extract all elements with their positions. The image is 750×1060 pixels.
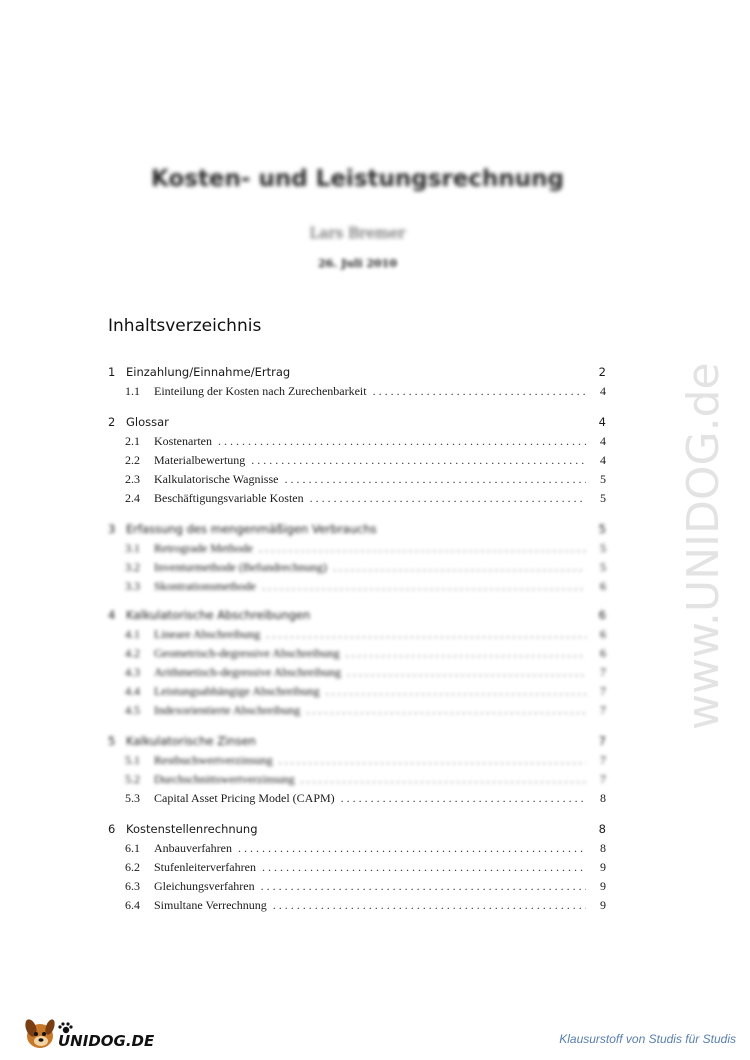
toc-subsection-row[interactable]	[108, 860, 606, 879]
toc-subsection-title: Indexorientierte Abschreibung	[154, 703, 301, 717]
toc-page-number: 5	[600, 560, 606, 574]
toc-subsection-number: 5.1	[125, 753, 140, 767]
toc-section-number: 2	[108, 415, 116, 429]
toc-subsection-row[interactable]	[108, 579, 606, 598]
footer-tagline: Klausurstoff von Studis für Studis	[559, 1032, 736, 1046]
toc-page-number: 2	[598, 365, 606, 379]
toc-section-number: 3	[108, 522, 116, 536]
toc-leader-dots	[341, 791, 586, 806]
toc-section-title: Kalkulatorische Abschreibungen	[126, 608, 311, 622]
toc-page-number: 6	[600, 627, 606, 641]
toc-subsection-number: 5.3	[125, 791, 140, 805]
toc-page-number: 4	[600, 384, 606, 398]
toc-subsection-row[interactable]	[108, 665, 606, 684]
toc-page-number: 7	[600, 753, 606, 767]
toc-page-number: 8	[600, 791, 606, 805]
toc-leader-dots	[262, 860, 586, 875]
toc-page-number: 7	[600, 665, 606, 679]
toc-section-row[interactable]	[108, 608, 606, 627]
toc-subsection-row[interactable]	[108, 703, 606, 722]
toc-leader-dots	[346, 646, 586, 661]
toc-page-number: 7	[598, 734, 606, 748]
toc-section-number: 5	[108, 734, 116, 748]
toc-page-number: 4	[598, 415, 606, 429]
toc-subsection-title: Skontrationsmethode	[154, 579, 256, 593]
toc-subsection-row[interactable]	[108, 646, 606, 665]
toc-subsection-number: 4.5	[125, 703, 140, 717]
toc-leader-dots	[238, 841, 586, 856]
toc-page-number: 8	[600, 841, 606, 855]
toc-subsection-number: 3.1	[125, 541, 140, 555]
toc-subsection-number: 4.4	[125, 684, 140, 698]
document-title: Kosten- und Leistungsrechnung	[151, 166, 564, 192]
toc-page-number: 5	[600, 541, 606, 555]
toc-subsection-title: Materialbewertung	[154, 453, 246, 467]
toc-subsection-number: 2.1	[125, 434, 140, 448]
toc-subsection-title: Lineare Abschreibung	[154, 627, 261, 641]
toc-page-number: 7	[600, 772, 606, 786]
toc-subsection-row[interactable]	[108, 627, 606, 646]
toc-subsection-row[interactable]	[108, 560, 606, 579]
toc-page-number: 4	[600, 453, 606, 467]
toc-page-number: 9	[600, 898, 606, 912]
toc-section-number: 6	[108, 822, 116, 836]
toc-page-number: 9	[600, 879, 606, 893]
toc-subsection-row[interactable]	[108, 453, 606, 472]
watermark	[660, 270, 740, 740]
toc-section-title: Erfassung des mengenmäßigen Verbrauchs	[126, 522, 377, 536]
document-author: Lars Bremer	[309, 224, 406, 242]
toc-subsection-row[interactable]	[108, 541, 606, 560]
toc-leader-dots	[326, 684, 586, 699]
toc-subsection-number: 6.3	[125, 879, 140, 893]
toc-subsection-title: Stufenleiterverfahren	[154, 860, 256, 874]
toc-subsection-title: Simultane Verrechnung	[154, 898, 267, 912]
toc-subsection-row[interactable]	[108, 384, 606, 403]
toc-subsection-title: Kalkulatorische Wagnisse	[154, 472, 279, 486]
toc-subsection-title: Einteilung der Kosten nach Zurechenbarkeit	[154, 384, 367, 398]
toc-leader-dots	[306, 703, 586, 718]
toc-subsection-title: Kostenarten	[154, 434, 212, 448]
toc-subsection-title: Anbauverfahren	[154, 841, 232, 855]
toc-subsection-title: Retrograde Methode	[154, 541, 253, 555]
toc-subsection-number: 1.1	[125, 384, 140, 398]
toc-section-row[interactable]	[108, 522, 606, 541]
toc-leader-dots	[373, 384, 586, 399]
toc-section-title: Kostenstellenrechnung	[126, 822, 258, 836]
toc-section-row[interactable]	[108, 734, 606, 753]
toc-subsection-number: 3.2	[125, 560, 140, 574]
toc-subsection-row[interactable]	[108, 772, 606, 791]
toc-subsection-number: 4.2	[125, 646, 140, 660]
toc-section-title: Einzahlung/Einnahme/Ertrag	[126, 365, 291, 379]
toc-leader-dots	[259, 541, 586, 556]
toc-subsection-row[interactable]	[108, 879, 606, 898]
toc-leader-dots	[218, 434, 586, 449]
toc-section-number: 1	[108, 365, 116, 379]
toc-section-row[interactable]	[108, 822, 606, 841]
toc-leader-dots	[347, 665, 586, 680]
toc-subsection-title: Gleichungsverfahren	[154, 879, 255, 893]
document-date: 26. Juli 2010	[318, 257, 397, 270]
toc-subsection-number: 3.3	[125, 579, 140, 593]
toc-page-number: 5	[600, 491, 606, 505]
toc-leader-dots	[251, 453, 586, 468]
toc-page-number: 6	[600, 646, 606, 660]
toc-page-number: 5	[598, 522, 606, 536]
toc-subsection-number: 2.2	[125, 453, 140, 467]
toc-leader-dots	[261, 879, 586, 894]
toc-page-number: 5	[600, 472, 606, 486]
toc-subsection-row[interactable]	[108, 898, 606, 917]
toc-page-number: 4	[600, 434, 606, 448]
watermark-text: www.UNIDOG.de	[678, 362, 729, 730]
toc-section-title: Glossar	[126, 415, 169, 429]
toc-subsection-row[interactable]	[108, 753, 606, 772]
toc-subsection-row[interactable]	[108, 434, 606, 453]
toc-page-number: 6	[598, 608, 606, 622]
toc-subsection-number: 2.3	[125, 472, 140, 486]
toc-section-title: Kalkulatorische Zinsen	[126, 734, 256, 748]
toc-subsection-row[interactable]	[108, 491, 606, 510]
toc-subsection-title: Capital Asset Pricing Model (CAPM)	[154, 791, 335, 805]
toc-section-row[interactable]	[108, 415, 606, 434]
toc-subsection-row[interactable]	[108, 791, 606, 810]
toc-subsection-title: Arithmetisch-degressive Abschreibung	[154, 665, 341, 679]
toc-subsection-row[interactable]	[108, 472, 606, 491]
toc-page-number: 8	[598, 822, 606, 836]
toc-subsection-title: Inventurmethode (Befundrechnung)	[154, 560, 327, 574]
toc-leader-dots	[279, 753, 586, 768]
toc-subsection-number: 4.1	[125, 627, 140, 641]
unidog-logo	[22, 1010, 172, 1054]
toc-heading: Inhaltsverzeichnis	[108, 316, 262, 336]
toc-subsection-title: Restbuchwertverzinsung	[154, 753, 273, 767]
toc-section-row[interactable]	[108, 365, 606, 384]
toc-subsection-number: 5.2	[125, 772, 140, 786]
toc-page-number: 7	[600, 703, 606, 717]
toc-subsection-number: 6.2	[125, 860, 140, 874]
toc-subsection-row[interactable]	[108, 841, 606, 860]
toc-leader-dots	[273, 898, 586, 913]
toc-leader-dots	[310, 491, 586, 506]
toc-subsection-title: Beschäftigungsvariable Kosten	[154, 491, 304, 505]
toc-page-number: 6	[600, 579, 606, 593]
toc-leader-dots	[333, 560, 586, 575]
toc-page-number: 9	[600, 860, 606, 874]
toc-subsection-title: Leistungsabhängige Abschreibung	[154, 684, 320, 698]
toc-leader-dots	[266, 627, 586, 642]
toc-leader-dots	[301, 772, 586, 787]
toc-leader-dots	[262, 579, 586, 594]
toc-subsection-number: 2.4	[125, 491, 140, 505]
toc-subsection-number: 6.4	[125, 898, 140, 912]
toc-subsection-number: 6.1	[125, 841, 140, 855]
toc-leader-dots	[284, 472, 586, 487]
toc-page-number: 7	[600, 684, 606, 698]
toc-section-number: 4	[108, 608, 116, 622]
toc-subsection-row[interactable]	[108, 684, 606, 703]
toc-subsection-number: 4.3	[125, 665, 140, 679]
toc-subsection-title: Geometrisch-degressive Abschreibung	[154, 646, 340, 660]
logo-text: UNIDOG.DE	[58, 1032, 155, 1050]
toc-subsection-title: Durchschnittswertverzinsung	[154, 772, 295, 786]
